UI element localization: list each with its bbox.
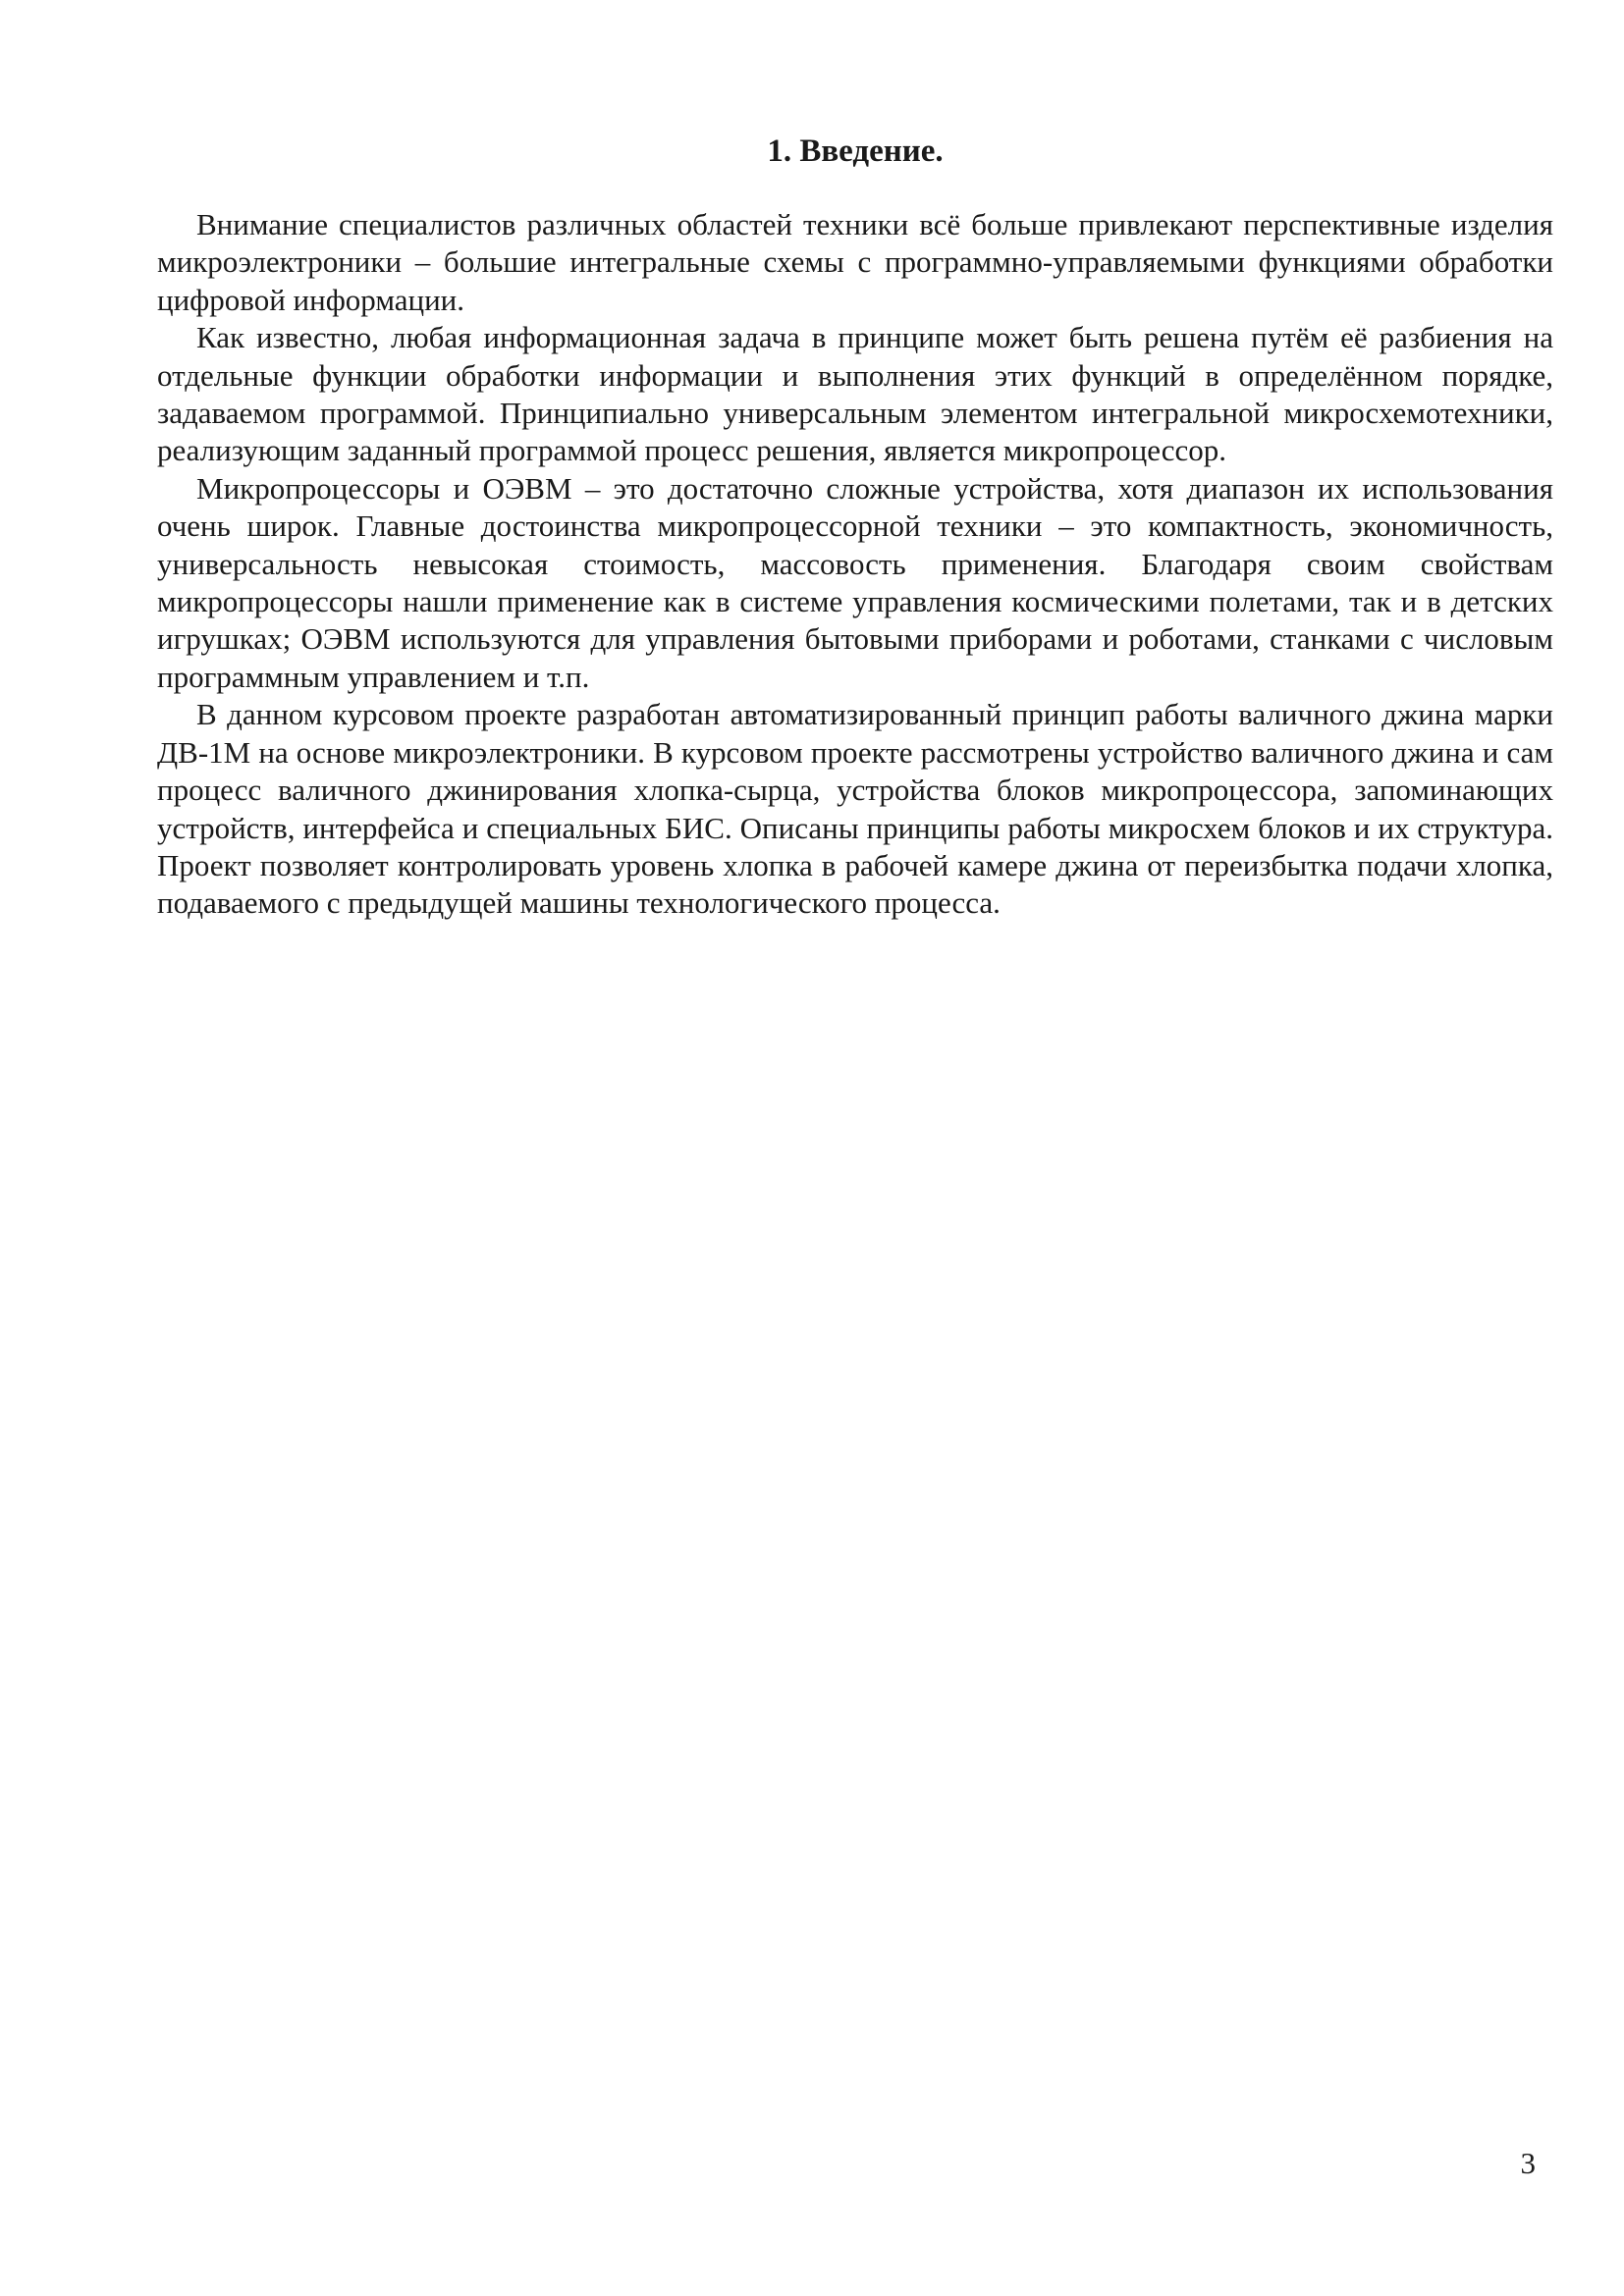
page-number: 3 bbox=[1520, 2146, 1536, 2180]
section-heading: 1. Введение. bbox=[767, 133, 944, 169]
paragraph: Микропроцессоры и ОЭВМ – это достаточно сложные устройства, хотя диапазон их использования очень широк. Главные достоинства микропроцессорной техники – это компактность, экономичность, универсальность невысокая стоимость, массовость применения. Благодаря своим свойствам микропроцессоры нашли применение как в системе управления космическими полетами, так и в детских игрушках; ОЭВМ используются для управления бытовыми приборами и роботами, станками с числовым программным управлением и т.п. bbox=[157, 470, 1553, 694]
paragraph: В данном курсовом проекте разработан автоматизированный принцип работы валичного джина марки ДВ-1М на основе микроэлектроники. В курсовом проекте рассмотрены устройство валичного джина и сам процесс валичного джинирования хлопка-сырца, устройства блоков микропроцессора, запоминающих устройств, интерфейса и специальных БИС. Описаны принципы работы микросхем блоков и их структура. Проект позволяет контролировать уровень хлопка в рабочей камере джина от переизбытка подачи хлопка, подаваемого с предыдущей машины технологического процесса. bbox=[157, 697, 1553, 921]
paragraph: Внимание специалистов различных областей техники всё больше привлекают перспективные изделия микроэлектроники – большие интегральные схемы с программно-управляемыми функциями обработки цифровой информации. bbox=[157, 207, 1553, 317]
paragraph: Как известно, любая информационная задача в принципе может быть решена путём её разбиения на отдельные функции обработки информации и выполнения этих функций в определённом порядке, задаваемом программой. Принципиально универсальным элементом интегральной микросхемотехники, реализующим заданный программой процесс решения, является микропроцессор. bbox=[157, 320, 1553, 468]
body-text bbox=[157, 206, 1553, 923]
